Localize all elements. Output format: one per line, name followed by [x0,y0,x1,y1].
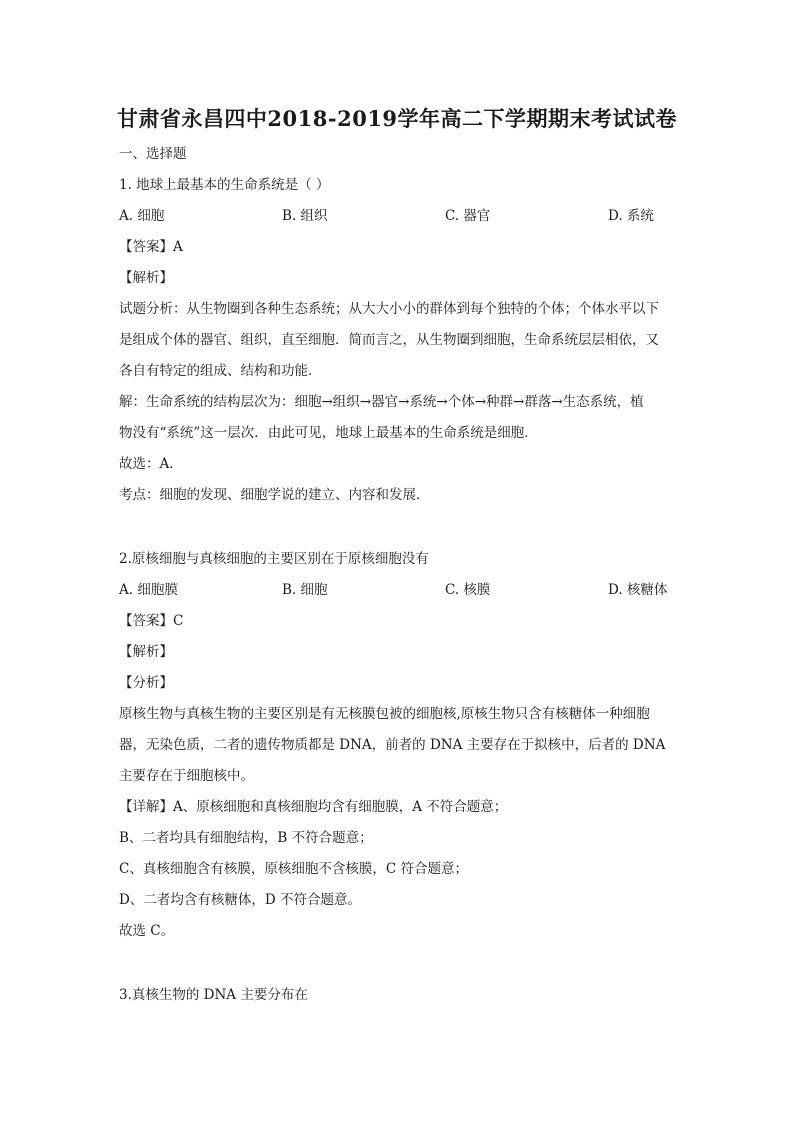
question-1-answer: 【答案】A [119,239,183,255]
question-2-fenxi-label: 【分析】 [119,675,173,691]
question-2-detail-line: D、二者均含有核糖体，D 不符合题意。 [119,892,361,908]
question-2-stem: 2.原核细胞与真核细胞的主要区别在于原核细胞没有 [119,551,429,567]
question-1-analysis-line: 解：生命系统的结构层次为：细胞→组织→器官→系统→个体→种群→群落→生态系统，植 [119,394,644,410]
page-title: 甘肃省永昌四中2018-2019学年高二下学期期末考试试卷 [116,106,678,131]
question-2-option-a: A. 细胞膜 [119,582,178,598]
question-2-choice: 故选 C。 [119,923,175,939]
section-heading: 一、选择题 [119,146,187,162]
question-2-detail-line: B、二者均具有细胞结构，B 不符合题意； [119,830,373,846]
question-2-detail-line: C、真核细胞含有核膜，原核细胞不含核膜，C 符合题意； [119,861,468,877]
question-1-option-b: B. 组织 [282,208,328,224]
question-1-analysis-line: 试题分析：从生物圈到各种生态系统；从大大小小的群体到每个独特的个体；个体水平以下 [119,301,659,317]
question-1-topic: 考点：细胞的发现、细胞学说的建立、内容和发展． [119,487,430,503]
question-2-detail-line: 【详解】A、原核细胞和真核细胞均含有细胞膜，A 不符合题意； [119,799,508,815]
question-2-analysis-line: 主要存在于细胞核中。 [119,768,254,784]
question-2-answer: 【答案】C [119,613,184,629]
question-3-stem: 3.真核生物的 DNA 主要分布在 [119,987,308,1003]
question-2-option-b: B. 细胞 [282,582,328,598]
question-1-analysis-label: 【解析】 [119,270,173,286]
question-2-analysis-line: 器，无染色质，二者的遗传物质都是 DNA，前者的 DNA 主要存在于拟核中，后者的 DNA [119,737,666,753]
question-1-analysis-line: 是组成个体的器官、组织，直至细胞．简而言之，从生物圈到细胞，生命系统层层相依，又 [119,332,659,348]
question-2-option-c: C. 核膜 [445,582,491,598]
question-1-choice: 故选：A． [119,456,183,472]
question-1-analysis-line: 物没有“系统”这一层次．由此可见，地球上最基本的生命系统是细胞． [119,425,538,441]
question-1-option-d: D. 系统 [608,208,654,224]
question-1-option-c: C. 器官 [445,208,491,224]
question-2-analysis-label: 【解析】 [119,644,173,660]
question-2-analysis-line: 原核生物与真核生物的主要区别是有无核膜包被的细胞核,原核生物只含有核糖体一种细胞 [119,706,650,722]
question-1-option-a: A. 细胞 [119,208,165,224]
question-1-analysis-line: 各自有特定的组成、结构和功能． [119,363,322,379]
question-1-stem: 1. 地球上最基本的生命系统是（ ） [119,177,330,193]
question-2-option-d: D. 核糖体 [608,582,668,598]
